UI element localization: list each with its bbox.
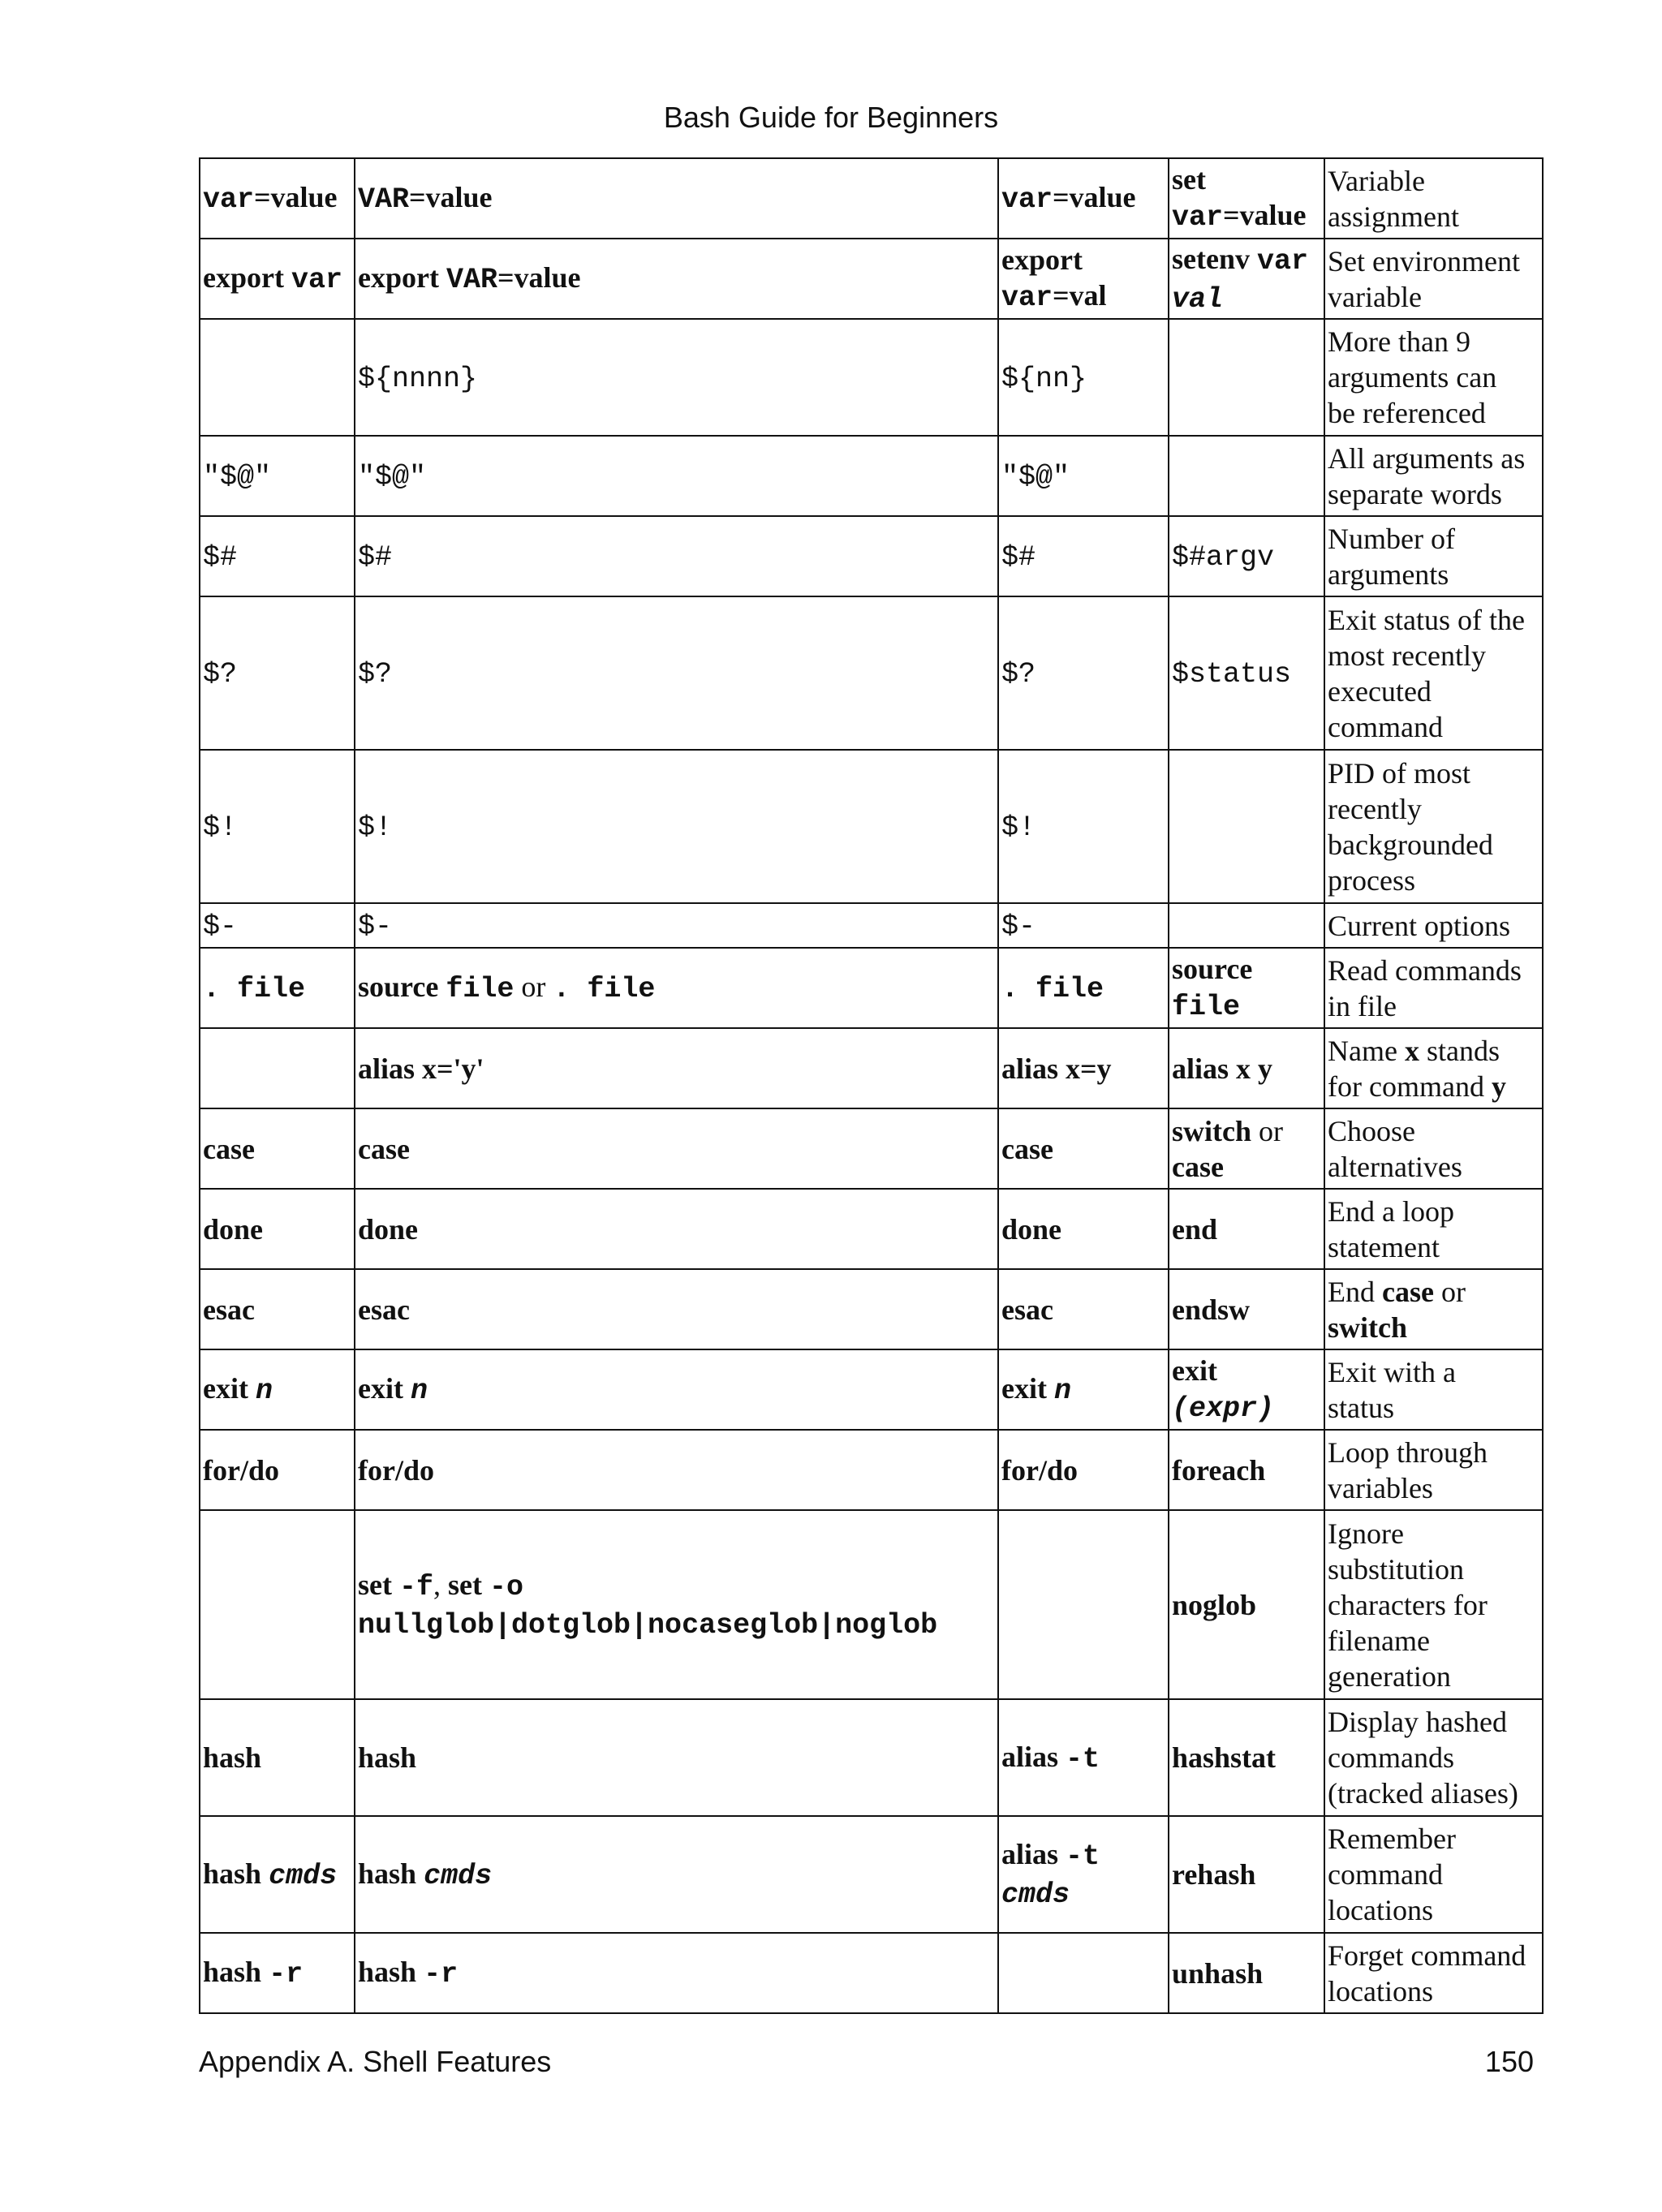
cell-text: most recently bbox=[1328, 639, 1486, 672]
cell-text: . file bbox=[203, 973, 306, 1005]
cell-text: $? bbox=[1001, 658, 1036, 691]
cell-text: commands bbox=[1328, 1741, 1454, 1774]
meaning-cell bbox=[1324, 903, 1543, 948]
cell-text: =value bbox=[497, 261, 581, 294]
cell-text: switch bbox=[1328, 1310, 1407, 1344]
cell-text: backgrounded bbox=[1328, 828, 1493, 861]
csh-cell bbox=[1169, 1349, 1324, 1430]
cell-text: filename bbox=[1328, 1624, 1430, 1657]
meaning-cell bbox=[1324, 1108, 1543, 1189]
bash-2-cell bbox=[355, 1189, 998, 1269]
cell-text: n bbox=[255, 1375, 273, 1407]
csh-cell bbox=[1169, 1269, 1324, 1349]
cell-text: arguments can bbox=[1328, 361, 1497, 394]
cell-text: case bbox=[1001, 1132, 1053, 1165]
cell-text: -f bbox=[398, 1570, 433, 1603]
table-row bbox=[200, 1699, 1543, 1816]
cell-text: executed bbox=[1328, 674, 1432, 708]
cell-text: rehash bbox=[1172, 1858, 1256, 1891]
cell-text: Forget command bbox=[1328, 1939, 1526, 1972]
ksh-cell bbox=[998, 1028, 1169, 1108]
cell-text: cmds bbox=[269, 1859, 338, 1892]
bash-2-cell bbox=[355, 1933, 998, 2013]
ksh-cell bbox=[998, 436, 1169, 516]
table-row bbox=[200, 158, 1543, 239]
cell-text: $! bbox=[203, 811, 238, 844]
cell-text: in file bbox=[1328, 989, 1397, 1022]
cell-text: Exit with a bbox=[1328, 1355, 1456, 1388]
cell-text: ${nn} bbox=[1001, 362, 1087, 395]
bash-1-cell bbox=[200, 1269, 355, 1349]
table-row bbox=[200, 436, 1543, 516]
cell-text: done bbox=[358, 1212, 419, 1246]
bash-2-cell bbox=[355, 750, 998, 903]
meaning-cell bbox=[1324, 1189, 1543, 1269]
cell-text: unhash bbox=[1172, 1956, 1264, 1990]
bash-1-cell bbox=[200, 596, 355, 750]
bash-2-cell bbox=[355, 1349, 998, 1430]
cell-text: ${nnnn} bbox=[358, 362, 478, 395]
table-row bbox=[200, 903, 1543, 948]
ksh-cell bbox=[998, 1269, 1169, 1349]
cell-text: n bbox=[1053, 1375, 1071, 1407]
cell-text: $# bbox=[1001, 541, 1036, 574]
table-row bbox=[200, 1510, 1543, 1699]
cell-text: export bbox=[358, 261, 446, 294]
cell-text: case bbox=[1172, 1150, 1224, 1183]
cell-text: alias x=y bbox=[1001, 1052, 1112, 1085]
cell-text: var bbox=[291, 264, 342, 296]
bash-1-cell bbox=[200, 1933, 355, 2013]
cell-text: "$@" bbox=[1001, 461, 1070, 493]
cell-text: variables bbox=[1328, 1471, 1433, 1504]
cell-text: arguments bbox=[1328, 557, 1449, 591]
cell-text: Name bbox=[1328, 1034, 1405, 1067]
meaning-cell bbox=[1324, 1699, 1543, 1816]
bash-2-cell bbox=[355, 948, 998, 1028]
cell-text: =value bbox=[254, 181, 338, 213]
cell-text: =value bbox=[1223, 199, 1307, 231]
cell-text: alternatives bbox=[1328, 1150, 1462, 1183]
cell-text: var bbox=[1256, 244, 1308, 278]
cell-text: $status bbox=[1172, 658, 1292, 691]
footer-section-title: Appendix A. Shell Features bbox=[199, 2045, 552, 2078]
csh-cell bbox=[1169, 436, 1324, 516]
table-row bbox=[200, 948, 1543, 1028]
bash-2-cell bbox=[355, 319, 998, 436]
cell-text: -t bbox=[1066, 1742, 1100, 1775]
cell-text: exit bbox=[203, 1372, 256, 1405]
meaning-cell bbox=[1324, 750, 1543, 903]
cell-text: $# bbox=[203, 541, 238, 574]
cell-text: $# bbox=[358, 541, 393, 574]
cell-text: $- bbox=[203, 910, 238, 943]
ksh-cell bbox=[998, 1816, 1169, 1933]
cell-text: y bbox=[1491, 1069, 1506, 1103]
table-row bbox=[200, 1189, 1543, 1269]
cell-text: case bbox=[1382, 1275, 1434, 1308]
cell-text: Display hashed bbox=[1328, 1706, 1507, 1738]
cell-text: Choose bbox=[1328, 1114, 1415, 1147]
cell-text: status bbox=[1328, 1391, 1395, 1424]
meaning-cell bbox=[1324, 436, 1543, 516]
cell-text: Set environment bbox=[1328, 244, 1520, 278]
cell-text: export bbox=[203, 261, 291, 294]
cell-text: var bbox=[203, 183, 255, 216]
cell-text: switch bbox=[1172, 1114, 1251, 1147]
cell-text: (expr) bbox=[1172, 1392, 1275, 1425]
cell-text: hash bbox=[203, 1857, 269, 1890]
cell-text: noglob bbox=[1172, 1588, 1257, 1621]
cell-text: separate words bbox=[1328, 477, 1502, 510]
cell-text: -r bbox=[269, 1958, 304, 1990]
csh-cell bbox=[1169, 1699, 1324, 1816]
table-row bbox=[200, 750, 1543, 903]
cell-text: =value bbox=[409, 181, 493, 213]
ksh-cell bbox=[998, 1189, 1169, 1269]
cell-text: All arguments as bbox=[1328, 441, 1526, 475]
cell-text: hash bbox=[203, 1741, 262, 1774]
table-row bbox=[200, 596, 1543, 750]
cell-text: command bbox=[1328, 1858, 1443, 1891]
bash-2-cell bbox=[355, 903, 998, 948]
cell-text: substitution bbox=[1328, 1552, 1465, 1586]
bash-1-cell bbox=[200, 750, 355, 903]
cell-text: statement bbox=[1328, 1230, 1440, 1263]
cell-text: Ignore bbox=[1328, 1517, 1404, 1550]
cell-text: Read commands bbox=[1328, 953, 1522, 987]
cell-text: stands bbox=[1419, 1034, 1500, 1067]
csh-cell bbox=[1169, 1108, 1324, 1189]
meaning-cell bbox=[1324, 596, 1543, 750]
cell-text: for/do bbox=[1001, 1453, 1078, 1487]
meaning-cell bbox=[1324, 1349, 1543, 1430]
bash-2-cell bbox=[355, 1510, 998, 1699]
cell-text: variable bbox=[1328, 280, 1422, 313]
meaning-cell bbox=[1324, 1816, 1543, 1933]
cell-text: x bbox=[1404, 1034, 1419, 1067]
cell-text: var bbox=[1001, 282, 1053, 314]
table-row bbox=[200, 1933, 1543, 2013]
bash-2-cell bbox=[355, 1816, 998, 1933]
cell-text: nullglob|dotglob|nocaseglob|noglob bbox=[358, 1608, 938, 1642]
bash-1-cell bbox=[200, 1349, 355, 1430]
cell-text: -r bbox=[424, 1958, 459, 1990]
cell-text: file bbox=[446, 973, 515, 1005]
cell-text: exit bbox=[358, 1372, 411, 1405]
cell-text: or bbox=[1251, 1114, 1283, 1147]
meaning-cell bbox=[1324, 239, 1543, 319]
cell-text: $! bbox=[358, 811, 393, 844]
bash-2-cell bbox=[355, 1269, 998, 1349]
bash-1-cell bbox=[200, 436, 355, 516]
csh-cell bbox=[1169, 319, 1324, 436]
cell-text: for command bbox=[1328, 1069, 1492, 1103]
bash-1-cell bbox=[200, 1430, 355, 1510]
cell-text: esac bbox=[203, 1293, 255, 1326]
bash-2-cell bbox=[355, 1028, 998, 1108]
cell-text: hash bbox=[358, 1956, 424, 1988]
cell-text: or bbox=[514, 970, 553, 1003]
table-row bbox=[200, 516, 1543, 596]
cell-text: assignment bbox=[1328, 200, 1459, 233]
bash-1-cell bbox=[200, 319, 355, 436]
table-row bbox=[200, 1349, 1543, 1430]
bash-2-cell bbox=[355, 596, 998, 750]
cell-text: file bbox=[1172, 991, 1241, 1023]
bash-1-cell bbox=[200, 903, 355, 948]
cell-text: set bbox=[1172, 163, 1206, 196]
csh-cell bbox=[1169, 516, 1324, 596]
cell-text: $#argv bbox=[1172, 541, 1275, 574]
ksh-cell bbox=[998, 1430, 1169, 1510]
cell-text: (tracked aliases) bbox=[1328, 1777, 1518, 1810]
cell-text: "$@" bbox=[358, 461, 427, 493]
bash-1-cell bbox=[200, 239, 355, 319]
ksh-cell bbox=[998, 239, 1169, 319]
ksh-cell bbox=[998, 1933, 1169, 2013]
cell-text: Variable bbox=[1328, 164, 1425, 197]
bash-1-cell bbox=[200, 1108, 355, 1189]
csh-cell bbox=[1169, 1816, 1324, 1933]
cell-text: $- bbox=[1001, 910, 1036, 943]
bash-2-cell bbox=[355, 436, 998, 516]
ksh-cell bbox=[998, 1510, 1169, 1699]
meaning-cell bbox=[1324, 1933, 1543, 2013]
ksh-cell bbox=[998, 1349, 1169, 1430]
ksh-cell bbox=[998, 516, 1169, 596]
bash-1-cell bbox=[200, 1510, 355, 1699]
bash-1-cell bbox=[200, 516, 355, 596]
csh-cell bbox=[1169, 903, 1324, 948]
cell-text: . file bbox=[1001, 973, 1104, 1005]
table-row bbox=[200, 239, 1543, 319]
meaning-cell bbox=[1324, 1430, 1543, 1510]
ksh-cell bbox=[998, 1108, 1169, 1189]
cell-text: exit bbox=[1172, 1354, 1217, 1387]
cell-text: exit bbox=[1001, 1372, 1054, 1405]
bash-1-cell bbox=[200, 1699, 355, 1816]
csh-cell bbox=[1169, 596, 1324, 750]
bash-1-cell bbox=[200, 1189, 355, 1269]
cell-text: Number of bbox=[1328, 522, 1455, 555]
cell-text: Exit status of the bbox=[1328, 603, 1525, 636]
meaning-cell bbox=[1324, 948, 1543, 1028]
table-row bbox=[200, 1269, 1543, 1349]
bash-1-cell bbox=[200, 158, 355, 239]
cell-text: alias bbox=[1001, 1838, 1066, 1870]
cell-text: Loop through bbox=[1328, 1435, 1488, 1469]
ksh-cell bbox=[998, 948, 1169, 1028]
cell-text: "$@" bbox=[203, 461, 272, 493]
meaning-cell bbox=[1324, 1269, 1543, 1349]
cell-text: or bbox=[1433, 1275, 1466, 1308]
cell-text: alias x='y' bbox=[358, 1052, 484, 1085]
cell-text: set bbox=[358, 1568, 399, 1601]
cell-text: -o bbox=[489, 1570, 523, 1603]
cell-text: locations bbox=[1328, 1974, 1433, 2008]
cell-text: esac bbox=[358, 1293, 410, 1326]
cell-text: endsw bbox=[1172, 1293, 1251, 1326]
cell-text: -t bbox=[1066, 1840, 1100, 1873]
cell-text: , bbox=[433, 1568, 448, 1601]
ksh-cell bbox=[998, 750, 1169, 903]
cell-text: end bbox=[1172, 1212, 1218, 1246]
footer-page-number: 150 bbox=[1484, 2045, 1534, 2078]
meaning-cell bbox=[1324, 1510, 1543, 1699]
table-row bbox=[200, 1430, 1543, 1510]
cell-text: characters for bbox=[1328, 1588, 1488, 1621]
cell-text: More than 9 bbox=[1328, 325, 1470, 358]
meaning-cell bbox=[1324, 158, 1543, 239]
cell-text: set bbox=[448, 1568, 489, 1601]
cell-text: done bbox=[1001, 1212, 1062, 1246]
bash-2-cell bbox=[355, 158, 998, 239]
cell-text: done bbox=[203, 1212, 264, 1246]
bash-2-cell bbox=[355, 1699, 998, 1816]
cell-text: End a loop bbox=[1328, 1194, 1454, 1228]
csh-cell bbox=[1169, 948, 1324, 1028]
csh-cell bbox=[1169, 1028, 1324, 1108]
table-row bbox=[200, 1028, 1543, 1108]
cell-text: process bbox=[1328, 863, 1415, 897]
ksh-cell bbox=[998, 158, 1169, 239]
csh-cell bbox=[1169, 1189, 1324, 1269]
cell-text: alias x y bbox=[1172, 1052, 1273, 1085]
csh-cell bbox=[1169, 1933, 1324, 2013]
cell-text: =value bbox=[1053, 181, 1136, 213]
cell-text: hash bbox=[358, 1741, 417, 1774]
bash-1-cell bbox=[200, 948, 355, 1028]
cell-text: alias bbox=[1001, 1740, 1066, 1773]
cell-text: =val bbox=[1053, 279, 1107, 312]
cell-text: $- bbox=[358, 910, 393, 943]
cell-text: generation bbox=[1328, 1659, 1451, 1693]
table-row bbox=[200, 1108, 1543, 1189]
cell-text: VAR bbox=[358, 183, 410, 216]
cell-text: . file bbox=[553, 973, 656, 1005]
cell-text: recently bbox=[1328, 792, 1422, 825]
page-header: Bash Guide for Beginners bbox=[663, 101, 999, 134]
cell-text: be referenced bbox=[1328, 397, 1486, 429]
cell-text: command bbox=[1328, 710, 1443, 743]
cell-text: var bbox=[1172, 201, 1224, 234]
cell-text: cmds bbox=[1001, 1878, 1070, 1911]
ksh-cell bbox=[998, 903, 1169, 948]
cell-text: export bbox=[1001, 243, 1083, 276]
cell-text: VAR bbox=[446, 264, 497, 296]
cell-text: setenv bbox=[1172, 242, 1257, 275]
cell-text: esac bbox=[1001, 1293, 1053, 1326]
bash-2-cell bbox=[355, 1430, 998, 1510]
ksh-cell bbox=[998, 1699, 1169, 1816]
cell-text: Current options bbox=[1328, 909, 1510, 942]
cell-text: val bbox=[1172, 282, 1224, 316]
shell-features-table bbox=[199, 157, 1544, 2014]
cell-text: hashstat bbox=[1172, 1741, 1277, 1774]
cell-text: case bbox=[203, 1132, 255, 1165]
csh-cell bbox=[1169, 158, 1324, 239]
cell-text: $? bbox=[358, 658, 393, 691]
csh-cell bbox=[1169, 1430, 1324, 1510]
cell-text: $? bbox=[203, 658, 238, 691]
cell-text: cmds bbox=[424, 1859, 493, 1892]
cell-text: End bbox=[1328, 1275, 1382, 1308]
table-row bbox=[200, 319, 1543, 436]
bash-1-cell bbox=[200, 1816, 355, 1933]
meaning-cell bbox=[1324, 319, 1543, 436]
cell-text: for/do bbox=[203, 1453, 279, 1487]
cell-text: n bbox=[410, 1375, 428, 1407]
csh-cell bbox=[1169, 750, 1324, 903]
cell-text: foreach bbox=[1172, 1453, 1266, 1487]
cell-text: $! bbox=[1001, 811, 1036, 844]
ksh-cell bbox=[998, 596, 1169, 750]
table-row bbox=[200, 1816, 1543, 1933]
cell-text: Remember bbox=[1328, 1823, 1456, 1855]
cell-text: locations bbox=[1328, 1894, 1433, 1926]
csh-cell bbox=[1169, 1510, 1324, 1699]
cell-text: source bbox=[1172, 953, 1253, 985]
meaning-cell bbox=[1324, 516, 1543, 596]
ksh-cell bbox=[998, 319, 1169, 436]
cell-text: hash bbox=[203, 1956, 269, 1988]
bash-1-cell bbox=[200, 1028, 355, 1108]
cell-text: var bbox=[1001, 183, 1053, 216]
csh-cell bbox=[1169, 239, 1324, 319]
bash-2-cell bbox=[355, 1108, 998, 1189]
meaning-cell bbox=[1324, 1028, 1543, 1108]
bash-2-cell bbox=[355, 516, 998, 596]
cell-text: PID of most bbox=[1328, 756, 1471, 790]
cell-text: for/do bbox=[358, 1453, 434, 1487]
cell-text: hash bbox=[358, 1857, 424, 1890]
cell-text: source bbox=[358, 970, 446, 1003]
cell-text: case bbox=[358, 1132, 410, 1165]
bash-2-cell bbox=[355, 239, 998, 319]
